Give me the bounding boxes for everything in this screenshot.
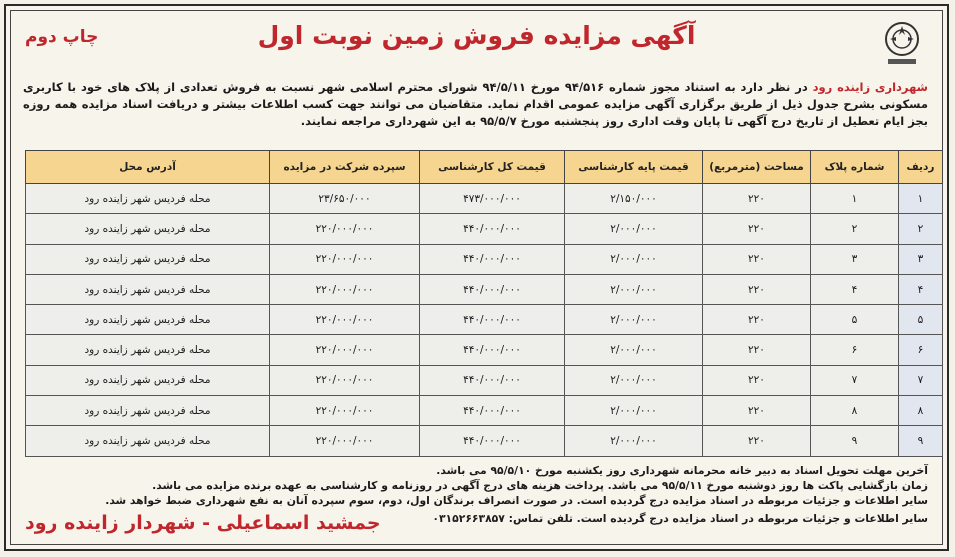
auction-notice xyxy=(4,4,949,551)
table-row xyxy=(26,274,943,304)
table-cell: ۲/۱۵۰/۰۰۰ xyxy=(565,184,703,214)
row-number-cell: ۴ xyxy=(899,274,943,304)
row-number-cell: ۹ xyxy=(899,426,943,456)
address-cell: محله فردیس شهر زاینده رود xyxy=(26,184,270,214)
table-row xyxy=(26,184,943,214)
table-cell: ۴ xyxy=(811,274,899,304)
intro-text: در نظر دارد به استناد مجوز شماره ۹۴/۵۱۶ مورخ ۹۴/۵/۱۱ شورای محترم اسلامی شهر نسبت به فروش تعدادی از پلاک های خود با کاربری مسکونی بشرح جدول ذیل از طریق برگزاری آگهی مزایده عمومی اقدام نماید. متقاضیان می توانند جهت کسب اطلاعات بیشتر و دریافت اسناد مزایده همه روزه بجز ایام تعطیل از تاریخ درج آگهی تا پایان وقت اداری روز پنجشنبه مورخ ۹۵/۵/۷ به این شهرداری مراجعه نمایند. xyxy=(23,80,928,128)
table-cell: ۲۳/۶۵۰/۰۰۰ xyxy=(270,184,420,214)
table-cell: ۲/۰۰۰/۰۰۰ xyxy=(565,274,703,304)
address-cell: محله فردیس شهر زاینده رود xyxy=(26,335,270,365)
row-number-cell: ۷ xyxy=(899,365,943,395)
table-cell: ۲۲۰/۰۰۰/۰۰۰ xyxy=(270,214,420,244)
table-cell: ۴۴۰/۰۰۰/۰۰۰ xyxy=(420,244,565,274)
table-row xyxy=(26,335,943,365)
table-row xyxy=(26,244,943,274)
table-cell: ۱ xyxy=(811,184,899,214)
table-cell: ۲۲۰/۰۰۰/۰۰۰ xyxy=(270,426,420,456)
table-cell: ۲/۰۰۰/۰۰۰ xyxy=(565,426,703,456)
table-cell: ۷ xyxy=(811,365,899,395)
table-cell: ۲۲۰/۰۰۰/۰۰۰ xyxy=(270,305,420,335)
table-cell: ۲۲۰/۰۰۰/۰۰۰ xyxy=(270,365,420,395)
table-cell: ۲/۰۰۰/۰۰۰ xyxy=(565,365,703,395)
table-cell: ۲۲۰/۰۰۰/۰۰۰ xyxy=(270,274,420,304)
table-cell: ۸ xyxy=(811,396,899,426)
table-cell: ۲/۰۰۰/۰۰۰ xyxy=(565,244,703,274)
table-cell: ۲۲۰ xyxy=(703,184,811,214)
table-cell: ۲۲۰ xyxy=(703,335,811,365)
footer-line: سایر اطلاعات و جزئیات مربوطه در اسناد مزایده درج گردیده است. در صورت انصراف برندگان اول، دوم، سوم سپرده آنان به نفع شهرداری ضبط خواهد شد. xyxy=(105,494,928,507)
column-header: قیمت پایه کارشناسی xyxy=(565,151,703,184)
table-cell: ۴۴۰/۰۰۰/۰۰۰ xyxy=(420,214,565,244)
table-cell: ۲/۰۰۰/۰۰۰ xyxy=(565,214,703,244)
contact-line: سایر اطلاعات و جزئیات مربوطه در اسناد مزایده درج گردیده است. تلفن تماس: ۰۳۱۵۲۶۶۳۸۵۷ xyxy=(432,512,928,525)
edition-label: چاپ دوم xyxy=(25,27,99,47)
table-row xyxy=(26,365,943,395)
table-cell: ۲۲۰ xyxy=(703,426,811,456)
table-cell: ۴۴۰/۰۰۰/۰۰۰ xyxy=(420,365,565,395)
row-number-cell: ۸ xyxy=(899,396,943,426)
table-cell: ۲/۰۰۰/۰۰۰ xyxy=(565,305,703,335)
table-cell: ۲ xyxy=(811,214,899,244)
table-cell: ۲۲۰ xyxy=(703,274,811,304)
notice-title: آگهی مزایده فروش زمین نوبت اول xyxy=(257,21,696,50)
table-cell: ۲/۰۰۰/۰۰۰ xyxy=(565,335,703,365)
lots-table xyxy=(25,150,943,457)
mayor-signature: جمشید اسماعیلی - شهردار زاینده رود xyxy=(25,512,381,534)
notice-frame xyxy=(10,10,943,545)
row-number-cell: ۱ xyxy=(899,184,943,214)
table-cell: ۲۲۰ xyxy=(703,214,811,244)
column-header: شماره پلاک xyxy=(811,151,899,184)
organization-name: شهرداری زاینده رود xyxy=(812,80,928,94)
table-cell: ۴۴۰/۰۰۰/۰۰۰ xyxy=(420,305,565,335)
footer-line: آخرین مهلت تحویل اسناد به دبیر خانه محرمانه شهرداری روز یکشنبه مورخ ۹۵/۵/۱۰ می باشد. xyxy=(436,464,928,477)
column-header: سپرده شرکت در مزایده xyxy=(270,151,420,184)
table-header-row xyxy=(26,151,943,184)
table-cell: ۲۲۰ xyxy=(703,365,811,395)
row-number-cell: ۲ xyxy=(899,214,943,244)
table-cell: ۴۴۰/۰۰۰/۰۰۰ xyxy=(420,335,565,365)
column-header: ردیف xyxy=(899,151,943,184)
column-header: مساحت (مترمربع) xyxy=(703,151,811,184)
table-cell: ۲۲۰/۰۰۰/۰۰۰ xyxy=(270,335,420,365)
address-cell: محله فردیس شهر زاینده رود xyxy=(26,365,270,395)
address-cell: محله فردیس شهر زاینده رود xyxy=(26,214,270,244)
address-cell: محله فردیس شهر زاینده رود xyxy=(26,426,270,456)
table-cell: ۲/۰۰۰/۰۰۰ xyxy=(565,396,703,426)
row-number-cell: ۵ xyxy=(899,305,943,335)
address-cell: محله فردیس شهر زاینده رود xyxy=(26,305,270,335)
intro-paragraph xyxy=(23,79,928,130)
address-cell: محله فردیس شهر زاینده رود xyxy=(26,274,270,304)
table-cell: ۴۴۰/۰۰۰/۰۰۰ xyxy=(420,426,565,456)
table-cell: ۴۴۰/۰۰۰/۰۰۰ xyxy=(420,274,565,304)
table-cell: ۲۲۰/۰۰۰/۰۰۰ xyxy=(270,244,420,274)
table-cell: ۲۲۰/۰۰۰/۰۰۰ xyxy=(270,396,420,426)
table-cell: ۲۲۰ xyxy=(703,244,811,274)
row-number-cell: ۳ xyxy=(899,244,943,274)
table-cell: ۳ xyxy=(811,244,899,274)
column-header: قیمت کل کارشناسی xyxy=(420,151,565,184)
column-header: آدرس محل xyxy=(26,151,270,184)
table-row xyxy=(26,214,943,244)
table-cell: ۵ xyxy=(811,305,899,335)
table-row xyxy=(26,305,943,335)
table-cell: ۹ xyxy=(811,426,899,456)
table-cell: ۶ xyxy=(811,335,899,365)
footer-line: زمان بازگشایی پاکت ها روز دوشنبه مورخ ۹۵/۵/۱۱ می باشد. پرداخت هزینه های درج آگهی در روزنامه و کارشناسی به عهده برنده مزایده می باشد. xyxy=(152,479,928,492)
table-row xyxy=(26,396,943,426)
row-number-cell: ۶ xyxy=(899,335,943,365)
address-cell: محله فردیس شهر زاینده رود xyxy=(26,244,270,274)
table-row xyxy=(26,426,943,456)
table-cell: ۲۲۰ xyxy=(703,305,811,335)
address-cell: محله فردیس شهر زاینده رود xyxy=(26,396,270,426)
table-cell: ۲۲۰ xyxy=(703,396,811,426)
table-cell: ۴۴۰/۰۰۰/۰۰۰ xyxy=(420,396,565,426)
table-cell: ۴۷۳/۰۰۰/۰۰۰ xyxy=(420,184,565,214)
